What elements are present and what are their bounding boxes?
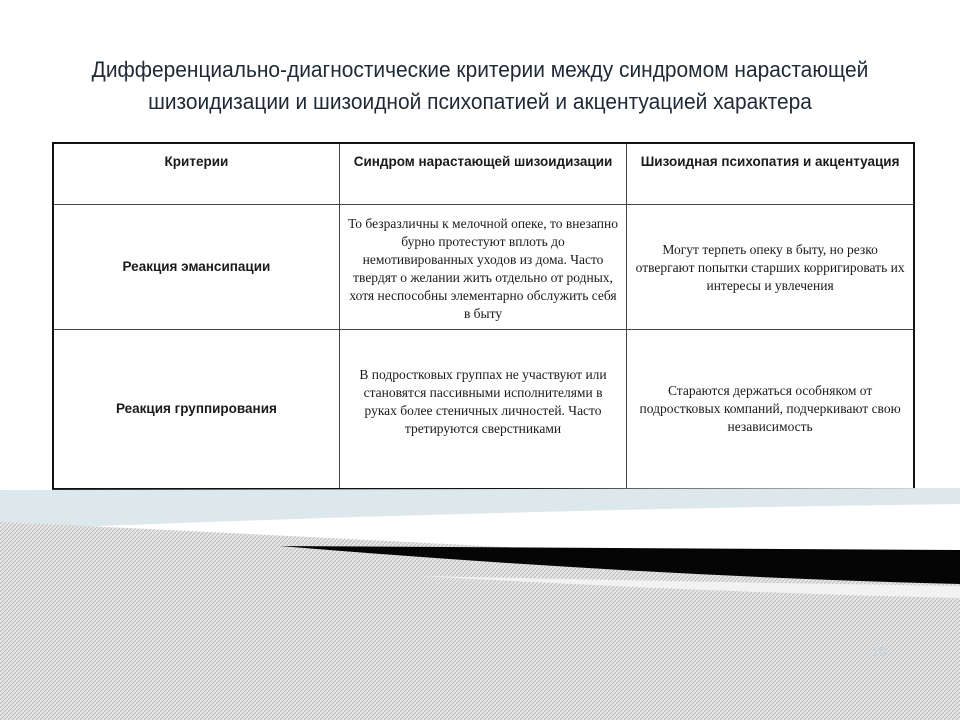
light-band bbox=[0, 488, 960, 530]
criterion-cell: Реакция группирования bbox=[53, 329, 339, 490]
slide-number: 10 bbox=[871, 644, 887, 659]
slide-title-line-2: шизоидизации и шизоидной психопатией и акцентуацией характера bbox=[148, 89, 812, 114]
decorative-background bbox=[0, 480, 960, 720]
slide-title-line-1: Дифференциально-диагностические критерии между синдромом нарастающей bbox=[91, 57, 869, 82]
syndrome-cell: То безразличны к мелочной опеке, то внезапно бурно протестуют вплоть до немотивированных уходов из дома. Часто твердят о желании жить отдельно от родных, хотя неспособны элементарно обслужить себя в быту bbox=[339, 204, 626, 329]
table-row bbox=[53, 204, 914, 329]
slide-title bbox=[71, 54, 889, 118]
header-syndrome: Синдром нарастающей шизоидизации bbox=[339, 143, 626, 204]
criterion-cell: Реакция эмансипации bbox=[53, 204, 339, 329]
psychopathy-cell: Могут терпеть опеку в быту, но резко отвергают попытки старших корригировать их интересы и увлечения bbox=[627, 204, 914, 329]
table-header-row bbox=[53, 143, 914, 204]
psychopathy-cell: Стараются держаться особняком от подростковых компаний, подчеркивают свою независимость bbox=[627, 329, 914, 490]
syndrome-cell: В подростковых группах не участвуют или становятся пассивными исполнителями в руках более стеничных личностей. Часто третируются сверстниками bbox=[339, 329, 626, 490]
header-psychopathy: Шизоидная психопатия и акцентуация bbox=[627, 143, 914, 204]
table-row bbox=[53, 329, 914, 490]
criteria-table bbox=[52, 142, 915, 491]
header-criteria: Критерии bbox=[53, 143, 339, 204]
